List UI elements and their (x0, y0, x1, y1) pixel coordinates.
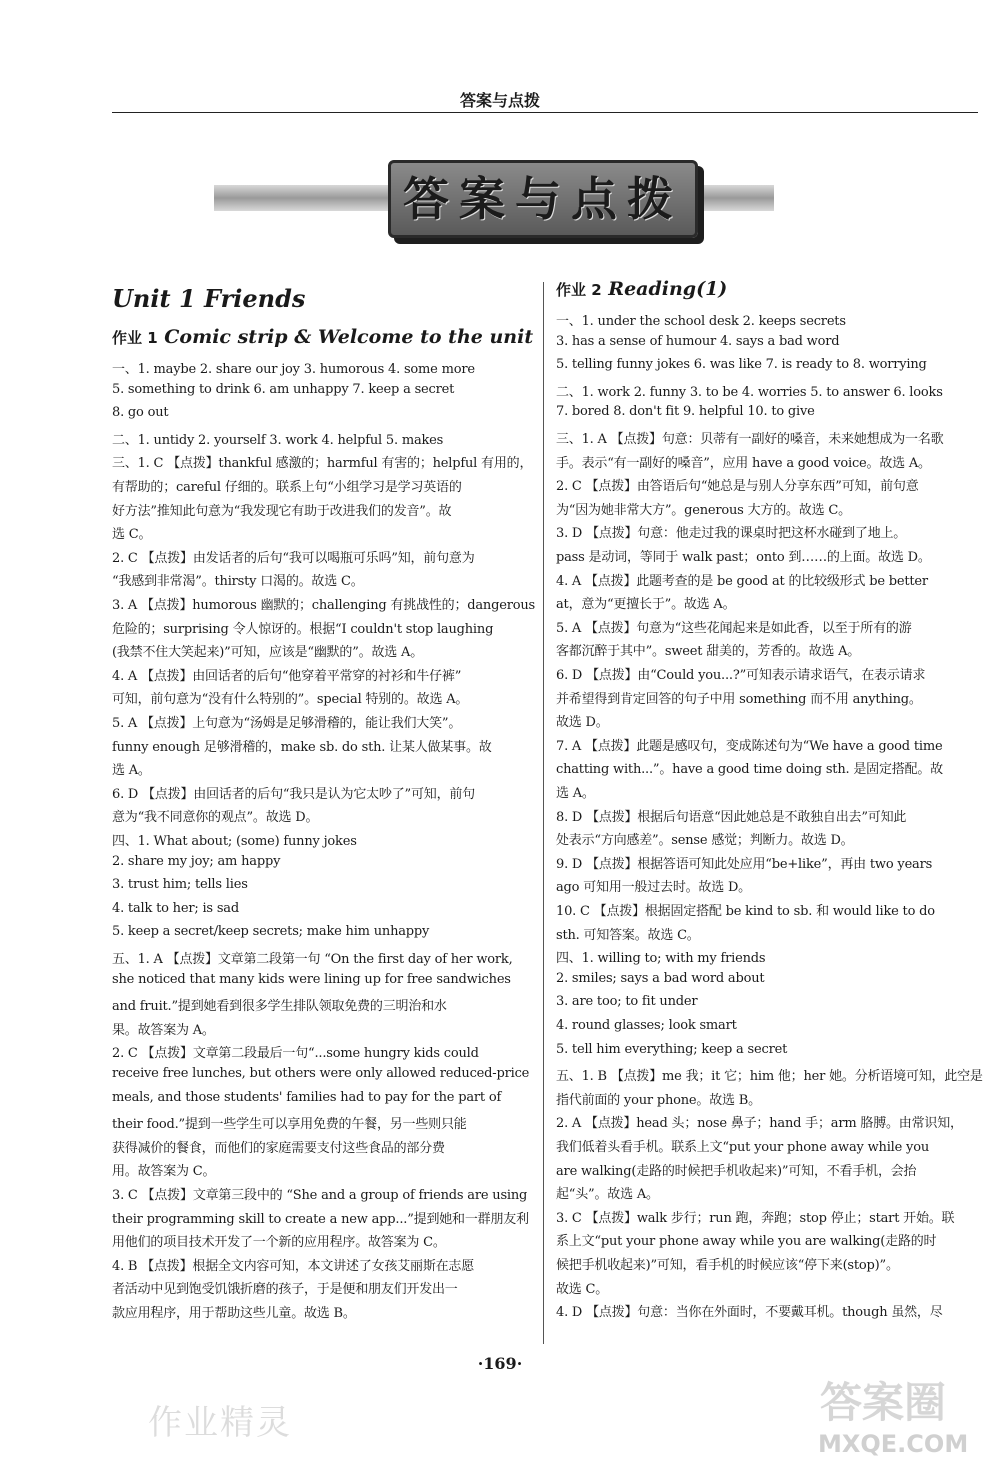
answer-line: 意为“我不同意你的观点”。故选 D。 (112, 810, 319, 826)
answer-line: pass 是动词，等同于 walk past；onto 到……的上面。故选 D。 (556, 550, 931, 565)
right-section-label: 作业 2 (556, 281, 602, 299)
answer-line: receive free lunches, but others were only allowed reduced-price (112, 1066, 530, 1081)
answer-line: 8. go out (112, 405, 169, 421)
answer-line: 款应用程序，用于帮助这些儿童。故选 B。 (112, 1306, 356, 1321)
right-section-title: Reading(1) (608, 278, 728, 300)
answer-line: 6. D 【点拨】由“Could you...?”可知表示请求语气，在表示请求 (556, 668, 926, 683)
answer-line: 2. C 【点拨】文章第二段最后一句“...some hungry kids could (112, 1046, 479, 1062)
answer-line: 2. share my joy; am happy (112, 853, 281, 869)
answer-line: 5. A 【点拨】句意为“这些花闻起来是如此香，以至于所有的游 (556, 620, 912, 636)
left-section-heading (112, 326, 533, 348)
page-number: ·169· (477, 1354, 523, 1373)
answer-line: 3. D 【点拨】句意：他走过我的课桌时把这杯水碰到了地上。 (556, 526, 907, 542)
answer-line: 2. A 【点拨】head 头；nose 鼻子；hand 手；arm 胳膊。由常识知， (556, 1116, 963, 1132)
answer-line: 五、1. B 【点拨】me 我；it 它；him 他；her 她。分析语境可知，此空是 (556, 1069, 983, 1085)
answer-line: their programming skill to create a new app...”提到她和一群朋友利 (112, 1211, 529, 1227)
answer-line: 4. round glasses; look smart (556, 1018, 737, 1033)
left-section-label: 作业 1 (112, 329, 158, 347)
answer-line: 5. keep a secret/keep secrets; make him unhappy (112, 924, 430, 940)
answer-line: 4. B 【点拨】根据全文内容可知，本文讲述了女孩艾丽斯在志愿 (112, 1258, 475, 1274)
answer-line: 2. smiles; says a bad word about (556, 970, 765, 986)
watermark-url: MXQE.COM (818, 1430, 969, 1458)
answer-line: 三、1. A 【点拨】句意：贝蒂有一副好的嗓音，未来她想成为一名歌 (556, 432, 944, 447)
answer-line: 5. something to drink 6. am unhappy 7. keep a secret (112, 381, 455, 397)
answer-line: 4. A 【点拨】此题考查的是 be good at 的比较级形式 be better (556, 573, 928, 589)
answer-line: 3. C 【点拨】文章第三段中的 “She and a group of friends are using (112, 1188, 528, 1203)
answer-line: 为“因为她非常大方”。generous 大方的。故选 C。 (556, 502, 851, 518)
answer-line: 3. has a sense of humour 4. says a bad word (556, 333, 840, 349)
answer-line: 可知，前句意为“没有什么特别的”。special 特别的。故选 A。 (112, 692, 469, 708)
column-divider (543, 282, 544, 1344)
answer-line: 3. A 【点拨】humorous 幽默的；challenging 有挑战性的；dangerous (112, 598, 536, 613)
header-rule (112, 112, 978, 113)
answer-line: 二、1. untidy 2. yourself 3. work 4. helpful 5. makes (112, 432, 444, 448)
answer-line: 8. D 【点拨】根据后句语意“因此她总是不敢独自出去”可知此 (556, 809, 907, 825)
answer-line: 者活动中见到饱受饥饿折磨的孩子，于是便和朋友们开发出一 (112, 1282, 458, 1298)
running-header: 答案与点拨 (459, 91, 540, 110)
answer-line: 4. D 【点拨】句意：当你在外面时，不要戴耳机。though 虽然，尽 (556, 1305, 943, 1321)
answer-line: 故选 C。 (556, 1281, 609, 1297)
answer-line: “我感到非常渴”。thirsty 口渴的。故选 C。 (112, 574, 364, 590)
answer-line: 果。故答案为 A。 (112, 1022, 215, 1038)
answer-line: meals, and those students' families had to pay for the part of (112, 1089, 502, 1105)
answer-line: 客都沉醉于其中”。sweet 甜美的，芳香的。故选 A。 (556, 644, 861, 660)
right-section-heading (556, 278, 727, 300)
answer-line: 处表示“方向感差”。sense 感觉；判断力。故选 D。 (556, 833, 854, 849)
answer-line: 一、1. maybe 2. share our joy 3. humorous 4. some more (112, 362, 475, 377)
answer-line: 有帮助的；careful 仔细的。联系上句“小组学习是学习英语的 (112, 480, 462, 495)
answer-line: 好方法”推知此句意为“我发现它有助于改进我们的发音”。故 (112, 503, 452, 519)
answer-line: 2. C 【点拨】由答语后句“她总是与别人分享东西”可知，前句意 (556, 479, 919, 495)
watermark-left: 作业精灵 (148, 1403, 292, 1443)
answer-line: and fruit.”提到她看到很多学生排队领取免费的三明治和水 (112, 999, 447, 1015)
answer-line: 选 A。 (112, 763, 151, 779)
answer-line: 用。故答案为 C。 (112, 1164, 216, 1180)
answer-line: 2. C 【点拨】由发话者的后句“我可以喝瓶可乐吗”知，前句意为 (112, 550, 475, 566)
answer-line: 三、1. C 【点拨】thankful 感激的；harmful 有害的；helpful 有用的， (112, 456, 533, 472)
answer-line: 并希望得到肯定回答的句子中用 something 而不用 anything。 (556, 691, 922, 707)
answer-line: 我们低着头看手机。联系上文“put your phone away while you (556, 1140, 929, 1155)
answer-line: 危险的；surprising 令人惊讶的。根据“I couldn't stop laughing (112, 621, 494, 637)
answer-line: 4. talk to her; is sad (112, 900, 239, 916)
answer-line: sth. 可知答案。故选 C。 (556, 927, 700, 943)
left-section-title: Comic strip & Welcome to the unit (164, 326, 534, 348)
answer-line: 四、1. willing to; with my friends (556, 951, 766, 967)
title-banner (388, 160, 698, 238)
answer-line: 起“头”。故选 A。 (556, 1187, 659, 1203)
answer-line: 5. telling funny jokes 6. was like 7. is ready to 8. worrying (556, 357, 927, 373)
answer-line: at，意为“更擅长于”。故选 A。 (556, 597, 736, 613)
answer-line: 5. A 【点拨】上句意为“汤姆是足够滑稽的，能让我们大笑”。 (112, 716, 462, 731)
answer-line: 10. C 【点拨】根据固定搭配 be kind to sb. 和 would like to do (556, 904, 935, 919)
watermark-right: 答案圈 (820, 1378, 947, 1427)
answer-line: 选 C。 (112, 527, 152, 543)
answer-line: 一、1. under the school desk 2. keeps secrets (556, 314, 846, 329)
answer-line: 指代前面的 your phone。故选 B。 (556, 1092, 761, 1108)
answer-line: 五、1. A 【点拨】文章第二段第一句 “On the first day of her work, (112, 952, 513, 967)
answer-line: 3. are too; to fit under (556, 994, 698, 1010)
answer-line: she noticed that many kids were lining up for free sandwiches (112, 971, 511, 987)
answer-line: 候把手机收起来)”可知，看手机的时候应该“停下来(stop)”。 (556, 1258, 899, 1273)
answer-line: are walking(走路的时候把手机收起来)”可知，不看手机，会抬 (556, 1163, 917, 1179)
answer-line: 5. tell him everything; keep a secret (556, 1041, 788, 1057)
banner-title: 答案与点拨 (403, 172, 683, 226)
answer-line: 选 A。 (556, 786, 595, 801)
answer-line: 3. trust him; tells lies (112, 877, 248, 893)
answer-line: 故选 D。 (556, 715, 609, 731)
answer-line: 7. bored 8. don't fit 9. helpful 10. to give (556, 404, 815, 420)
answer-line: (我禁不住大笑起来)”可知，应该是“幽默的”。故选 A。 (112, 645, 424, 661)
answer-line: funny enough 足够滑稽的，make sb. do sth. 让某人做某事。故 (112, 739, 492, 755)
answer-line: 4. A 【点拨】由回话者的后句“他穿着平常穿的衬衫和牛仔裤” (112, 668, 462, 684)
answer-line: 6. D 【点拨】由回话者的后句“我只是认为它太吵了”可知，前句 (112, 786, 475, 802)
answer-line: 用他们的项目技术开发了一个新的应用程序。故答案为 C。 (112, 1235, 446, 1251)
answer-line: 二、1. work 2. funny 3. to be 4. worries 5. to answer 6. looks (556, 384, 943, 400)
answer-line: 7. A 【点拨】此题是感叹句，变成陈述句为“We have a good time (556, 738, 943, 754)
answer-line: 3. C 【点拨】walk 步行；run 跑，奔跑；stop 停止；start 开始。联 (556, 1210, 955, 1226)
answer-line: ago 可知用一般过去时。故选 D。 (556, 880, 751, 896)
answer-line: 获得减价的餐食，而他们的家庭需要支付这些食品的部分费 (112, 1140, 445, 1156)
answer-line: 9. D 【点拨】根据答语可知此处应用“be+like”，再由 two years (556, 856, 933, 872)
answer-line: 手。表示“有一副好的嗓音”，应用 have a good voice。故选 A。 (556, 455, 931, 471)
answer-line: 四、1. What about; (some) funny jokes (112, 834, 357, 849)
answer-line: chatting with...”。have a good time doing sth. 是固定搭配。故 (556, 762, 943, 778)
unit-title: Unit 1 Friends (112, 284, 306, 313)
answer-line: their food.”提到一些学生可以享用免费的午餐，另一些则只能 (112, 1117, 467, 1133)
answer-line: 系上文“put your phone away while you are walking(走路的时 (556, 1234, 937, 1250)
